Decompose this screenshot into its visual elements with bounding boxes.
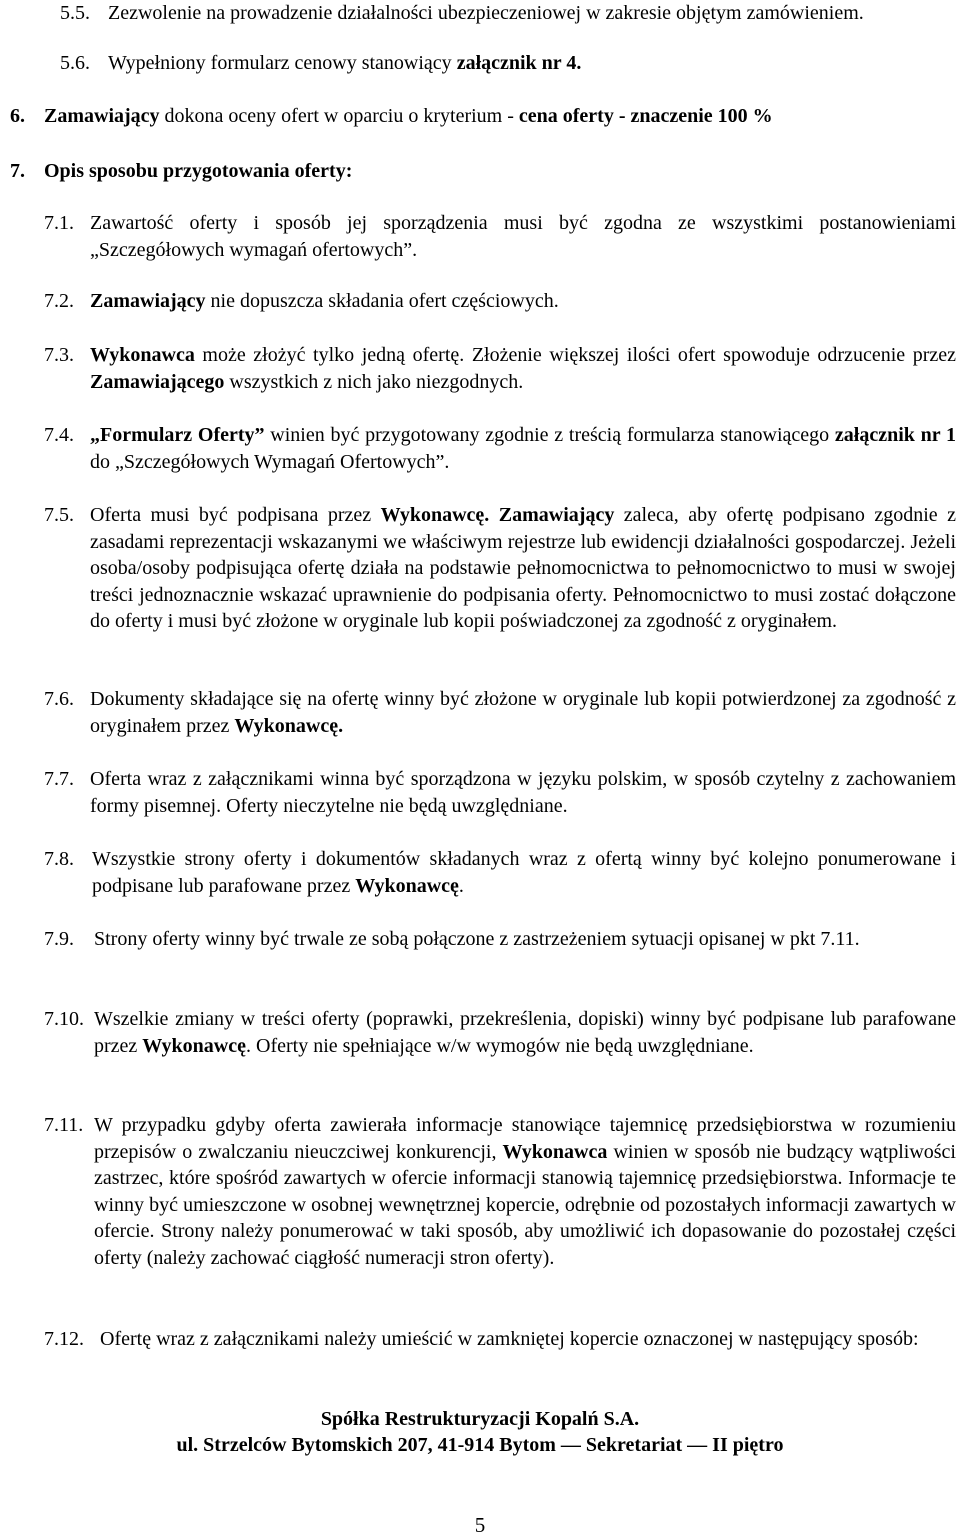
section-6-text: Zamawiający dokona oceny ofert w oparciu o kryterium - cena oferty - znaczenie 100 % [44,105,773,127]
item-number: 5.5. [60,2,90,24]
item-number: 7.2. [44,290,74,312]
item-number: 7.5. [44,504,74,526]
item-number: 7.12. [44,1328,84,1350]
item-number: 7.1. [44,212,74,234]
item-number: 7.10. [44,1008,84,1030]
section-number: 7. [10,160,25,182]
paragraph-7-5: Oferta musi być podpisana przez Wykonawcę. Zamawiający zaleca, aby ofertę podpisano zgodnie z zasadami reprezentacji wskazanymi we właściwym rejestrze lub ewidencji działalności gospodarczej. Jeżeli osoba/osoby podpisująca ofertę działa na podstawie pełnomocnictwa to pełnomocnictwo to musi w swojej treści jednoznacznie wskazać uprawnienie do podpisania oferty. Pełnomocnictwo to musi zostać dołączone do oferty i musi być złożone w oryginale lub kopii poświadczonej za zgodność z oryginałem. [90,504,957,632]
item-number: 5.6. [60,52,90,74]
page-number: 5 [474,1513,486,1537]
paragraph-7-1: Zawartość oferty i sposób jej sporządzenia musi być zgodna ze wszystkimi postanowieniami „Szczegółowych wymagań ofertowych”. [90,212,956,261]
paragraph-7-3: Wykonawca może złożyć tylko jedną ofertę. Złożenie większej ilości ofert spowoduje odrzucenie przez Zamawiającego wszystkich z nich jako niezgodnych. [90,344,956,393]
paragraph-7-12: Ofertę wraz z załącznikami należy umieścić w zamkniętej kopercie oznaczonej w następujący sposób: [100,1328,919,1350]
item-number: 7.4. [44,424,74,446]
paragraph-7-6: Dokumenty składające się na ofertę winny być złożone w oryginale lub kopii potwierdzonej za zgodność z oryginałem przez Wykonawcę. [90,688,956,737]
paragraph-7-11: W przypadku gdyby oferta zawierała informacje stanowiące tajemnicę przedsiębiorstwa w rozumieniu przepisów o zwalczaniu nieuczciwej konkurencji, Wykonawca winien w sposób nie budzący wątpliwości zastrzec, które spośród zawartych w ofercie informacji stanowią tajemnicę przedsiębiorstwa. Informacje te winny być umieszczone w osobnej wewnętrznej kopercie, odrębnie od pozostałych informacji zawartych w ofercie. Strony należy ponumerować w taki sposób, aby umożliwić ich dopasowanie do pozostałej części oferty (należy zachować ciągłość numeracji stron oferty). [94,1114,956,1269]
paragraph-5-6: Wypełniony formularz cenowy stanowiący załącznik nr 4. [108,52,582,74]
item-number: 7.3. [44,344,74,366]
paragraph-7-8: Wszystkie strony oferty i dokumentów składanych wraz z ofertą winny być kolejno ponumerowane i podpisane lub parafowane przez Wykonawcę. [92,848,956,897]
address-street: ul. Strzelców Bytomskich 207, 41-914 Bytom — Sekretariat — II piętro [176,1434,784,1456]
paragraph-7-4: „Formularz Oferty” winien być przygotowany zgodnie z treścią formularza stanowiącego załącznik nr 1 do „Szczegółowych Wymagań Ofertowych”. [90,424,956,473]
paragraph-7-7: Oferta wraz z załącznikami winna być sporządzona w języku polskim, w sposób czytelny z zachowaniem formy pisemnej. Oferty nieczytelne nie będą uwzględniane. [90,768,956,817]
address-company: Spółka Restrukturyzacji Kopalń S.A. [320,1408,640,1430]
item-number: 7.8. [44,848,74,870]
paragraph-7-10: Wszelkie zmiany w treści oferty (poprawki, przekreślenia, dopiski) winny być podpisane lub parafowane przez Wykonawcę. Oferty nie spełniające w/w wymogów nie będą uwzględniane. [94,1008,956,1057]
item-number: 7.7. [44,768,74,790]
item-number: 7.6. [44,688,74,710]
paragraph-5-5: Zezwolenie na prowadzenie działalności ubezpieczeniowej w zakresie objętym zamówieniem. [108,2,864,24]
section-7-title: Opis sposobu przygotowania oferty: [44,160,353,182]
item-number: 7.11. [44,1114,84,1136]
item-number: 7.9. [44,928,74,950]
paragraph-7-9: Strony oferty winny być trwale ze sobą połączone z zastrzeżeniem sytuacji opisanej w pkt 7.11. [94,928,860,950]
paragraph-7-2: Zamawiający nie dopuszcza składania ofert częściowych. [90,290,559,312]
section-number: 6. [10,105,25,127]
